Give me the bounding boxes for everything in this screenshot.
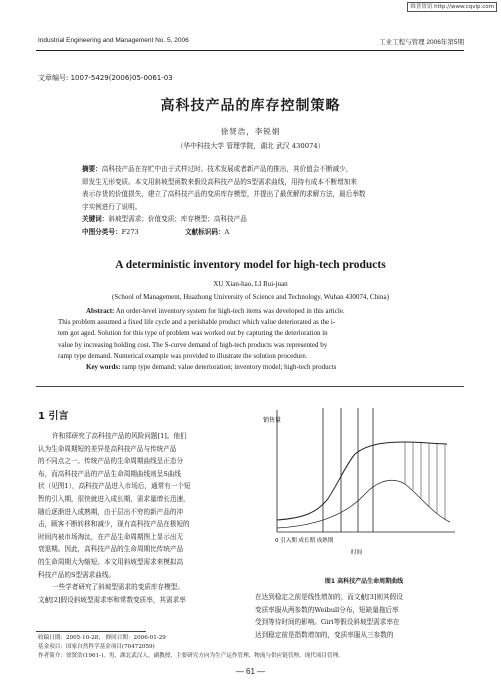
body-line: 受到等待时间的影响。Giri等假设斜坡型需求率在: [255, 618, 400, 627]
body-line: 一些学者研究了斜坡型需求的变质库存模型。: [52, 583, 184, 592]
body-line: 布，而高科技产品的产品生命周期曲线则呈S曲线: [38, 469, 181, 478]
keywords-en-label: Key words:: [86, 363, 121, 372]
abstract-en: [58, 306, 468, 373]
affiliation-cn: （华中科技大学 管理学院，湖北 武汉 430074）: [176, 142, 325, 150]
left-column: [38, 430, 243, 606]
abstract-cn: [82, 163, 442, 239]
page-number: — 61 —: [235, 667, 266, 676]
keywords-en: ramp type demand; value deterioration; inventory model; high-tech products: [122, 363, 337, 372]
body-line: 科技产品的S型需求曲线。: [38, 570, 116, 579]
doc-code-label: 文献标识码：: [184, 227, 225, 236]
header-left: Industrial Engineering and Management No. 5, 2006: [38, 37, 189, 44]
abstract-en-line: value by increasing holding cost. The S-curve demand of high-tech products was represented by: [58, 340, 328, 349]
header-rule: [36, 50, 464, 51]
traditional-curve: [277, 480, 450, 528]
abstract-en-line: ramp type demand. Numerical example was provided to illustrate the solution procedure.: [58, 351, 308, 360]
section-heading: 1 引言: [38, 411, 69, 422]
watermark: 维普资讯 http://www.cqvip.com: [407, 2, 497, 12]
class-number: F273: [121, 227, 139, 236]
x-axis-phase-labels: 0 引入期 成长期 成熟期: [275, 538, 334, 544]
figure-caption: 图1 高科技产品生命周期曲线: [324, 578, 404, 585]
y-axis-label: 销售量: [263, 417, 282, 424]
header-right: 工业工程与管理 2006年第5期: [379, 39, 464, 46]
footnote-received: 收稿日期：2005-10-28； 修回日期：2006-01-29: [38, 635, 166, 641]
class-number-label: 中图分类号：: [82, 227, 122, 236]
abstract-cn-label: 摘要：: [82, 165, 102, 173]
abstract-cn-line: 字实例进行了说明。: [82, 202, 142, 211]
s-curve: [277, 442, 447, 520]
body-line: 许和郑研究了高科技产品的风险问题[1]。他们: [52, 432, 187, 440]
authors-cn: 徐贤浩，李锐娟: [220, 127, 281, 136]
footnote-rule: [36, 631, 146, 632]
footnote-fund: 基金项目：国家自然科学基金项目(70472059): [38, 644, 155, 650]
title-en: A deterministic inventory model for high-tech products: [115, 259, 386, 271]
affiliation-en: (School of Management, Huazhong University of Science and Technology, Wuhan 430074, China): [112, 293, 389, 301]
body-line: 衰退期。因此，高科技产品的生命周期比传统产品: [38, 545, 184, 554]
abstract-cn-line: 表示存货的价值损失，建立了高科技产品的变质库存模型，并提出了最优解的求解方法，最后举数: [82, 190, 366, 199]
body-line: 时间内被市场淘汰，在产品生命周期图上显示出无: [38, 532, 184, 541]
footnote-author: 作者简介：徐贤浩(1961-)，男，湖北武汉人，副教授，主要研究方向为生产运作管理、物流与供应链管理、现代项目管理。: [38, 653, 344, 659]
abstract-en-line: An order-level inventory system for high-tech items was developed in this article.: [115, 307, 345, 315]
life-cycle-figure: [255, 404, 473, 564]
body-line: 变质率服从两参数的Weibull分布，短缺量拖后率: [255, 605, 399, 614]
abstract-rule: [36, 386, 464, 387]
abstract-en-line: tem got aged. Solution for this type of problem was worked out by capturing the deterioration in: [58, 329, 328, 338]
body-line: 暂的引入期，很快就进入成长期，需求量增长迅速，: [38, 494, 190, 503]
abstract-en-label: Abstract:: [86, 307, 115, 315]
right-column: [255, 591, 473, 641]
article-number: 文章编号: 1007-5429(2006)05-0061-03: [38, 74, 173, 82]
authors-en: XU Xian-hao, LI Rui-juan: [213, 280, 288, 288]
body-line: 认为生命周期短的差异是高科技产品与传统产品: [38, 444, 177, 453]
body-line: 的生命周期大为缩短。本文用斜坡型需求来模拟高: [38, 557, 184, 566]
body-line: 随后逐渐进入成熟期，由于层出不穷的新产品的冲: [38, 507, 184, 516]
abstract-cn-line: 高科技产品在存贮中由于式样过时、技术发展或者新产品的推出，其价值会不断减少，: [101, 165, 353, 173]
body-line: 状（见图1），高科技产品进入市场后，通常有一个短: [38, 482, 191, 491]
doc-code: A: [224, 227, 230, 236]
body-line: 在达到稳定之前是线性增加的，而文献[3]则其假设: [255, 593, 403, 601]
body-line: 达到稳定前是指数增加的，变质率服从三参数的: [255, 630, 394, 639]
x-axis-label: 时间: [351, 550, 363, 556]
body-line: 文献[2]假设斜坡型需求率和常数变质率，其需求率: [38, 595, 186, 604]
keywords-cn-label: 关键词：: [82, 215, 109, 224]
body-line: 击，顾客不断转移和减少，现有高科技产品在极短的: [38, 520, 190, 529]
keywords-cn: 斜坡型需求；价值变质；库存模型；高科技产品: [108, 215, 247, 224]
abstract-en-line: This problem assumed a fixed life cycle and a perishable product which value deteriorated as the i-: [58, 318, 336, 327]
abstract-cn-line: 即发生无形变质。本文用斜坡型函数来假设高科技产品的S型需求曲线，用持有成本不断增加来: [82, 177, 357, 186]
body-line: 的不同点之一。传统产品的生命周期曲线呈正态分: [38, 457, 184, 466]
title-cn: 高科技产品的库存控制策略: [160, 98, 341, 114]
